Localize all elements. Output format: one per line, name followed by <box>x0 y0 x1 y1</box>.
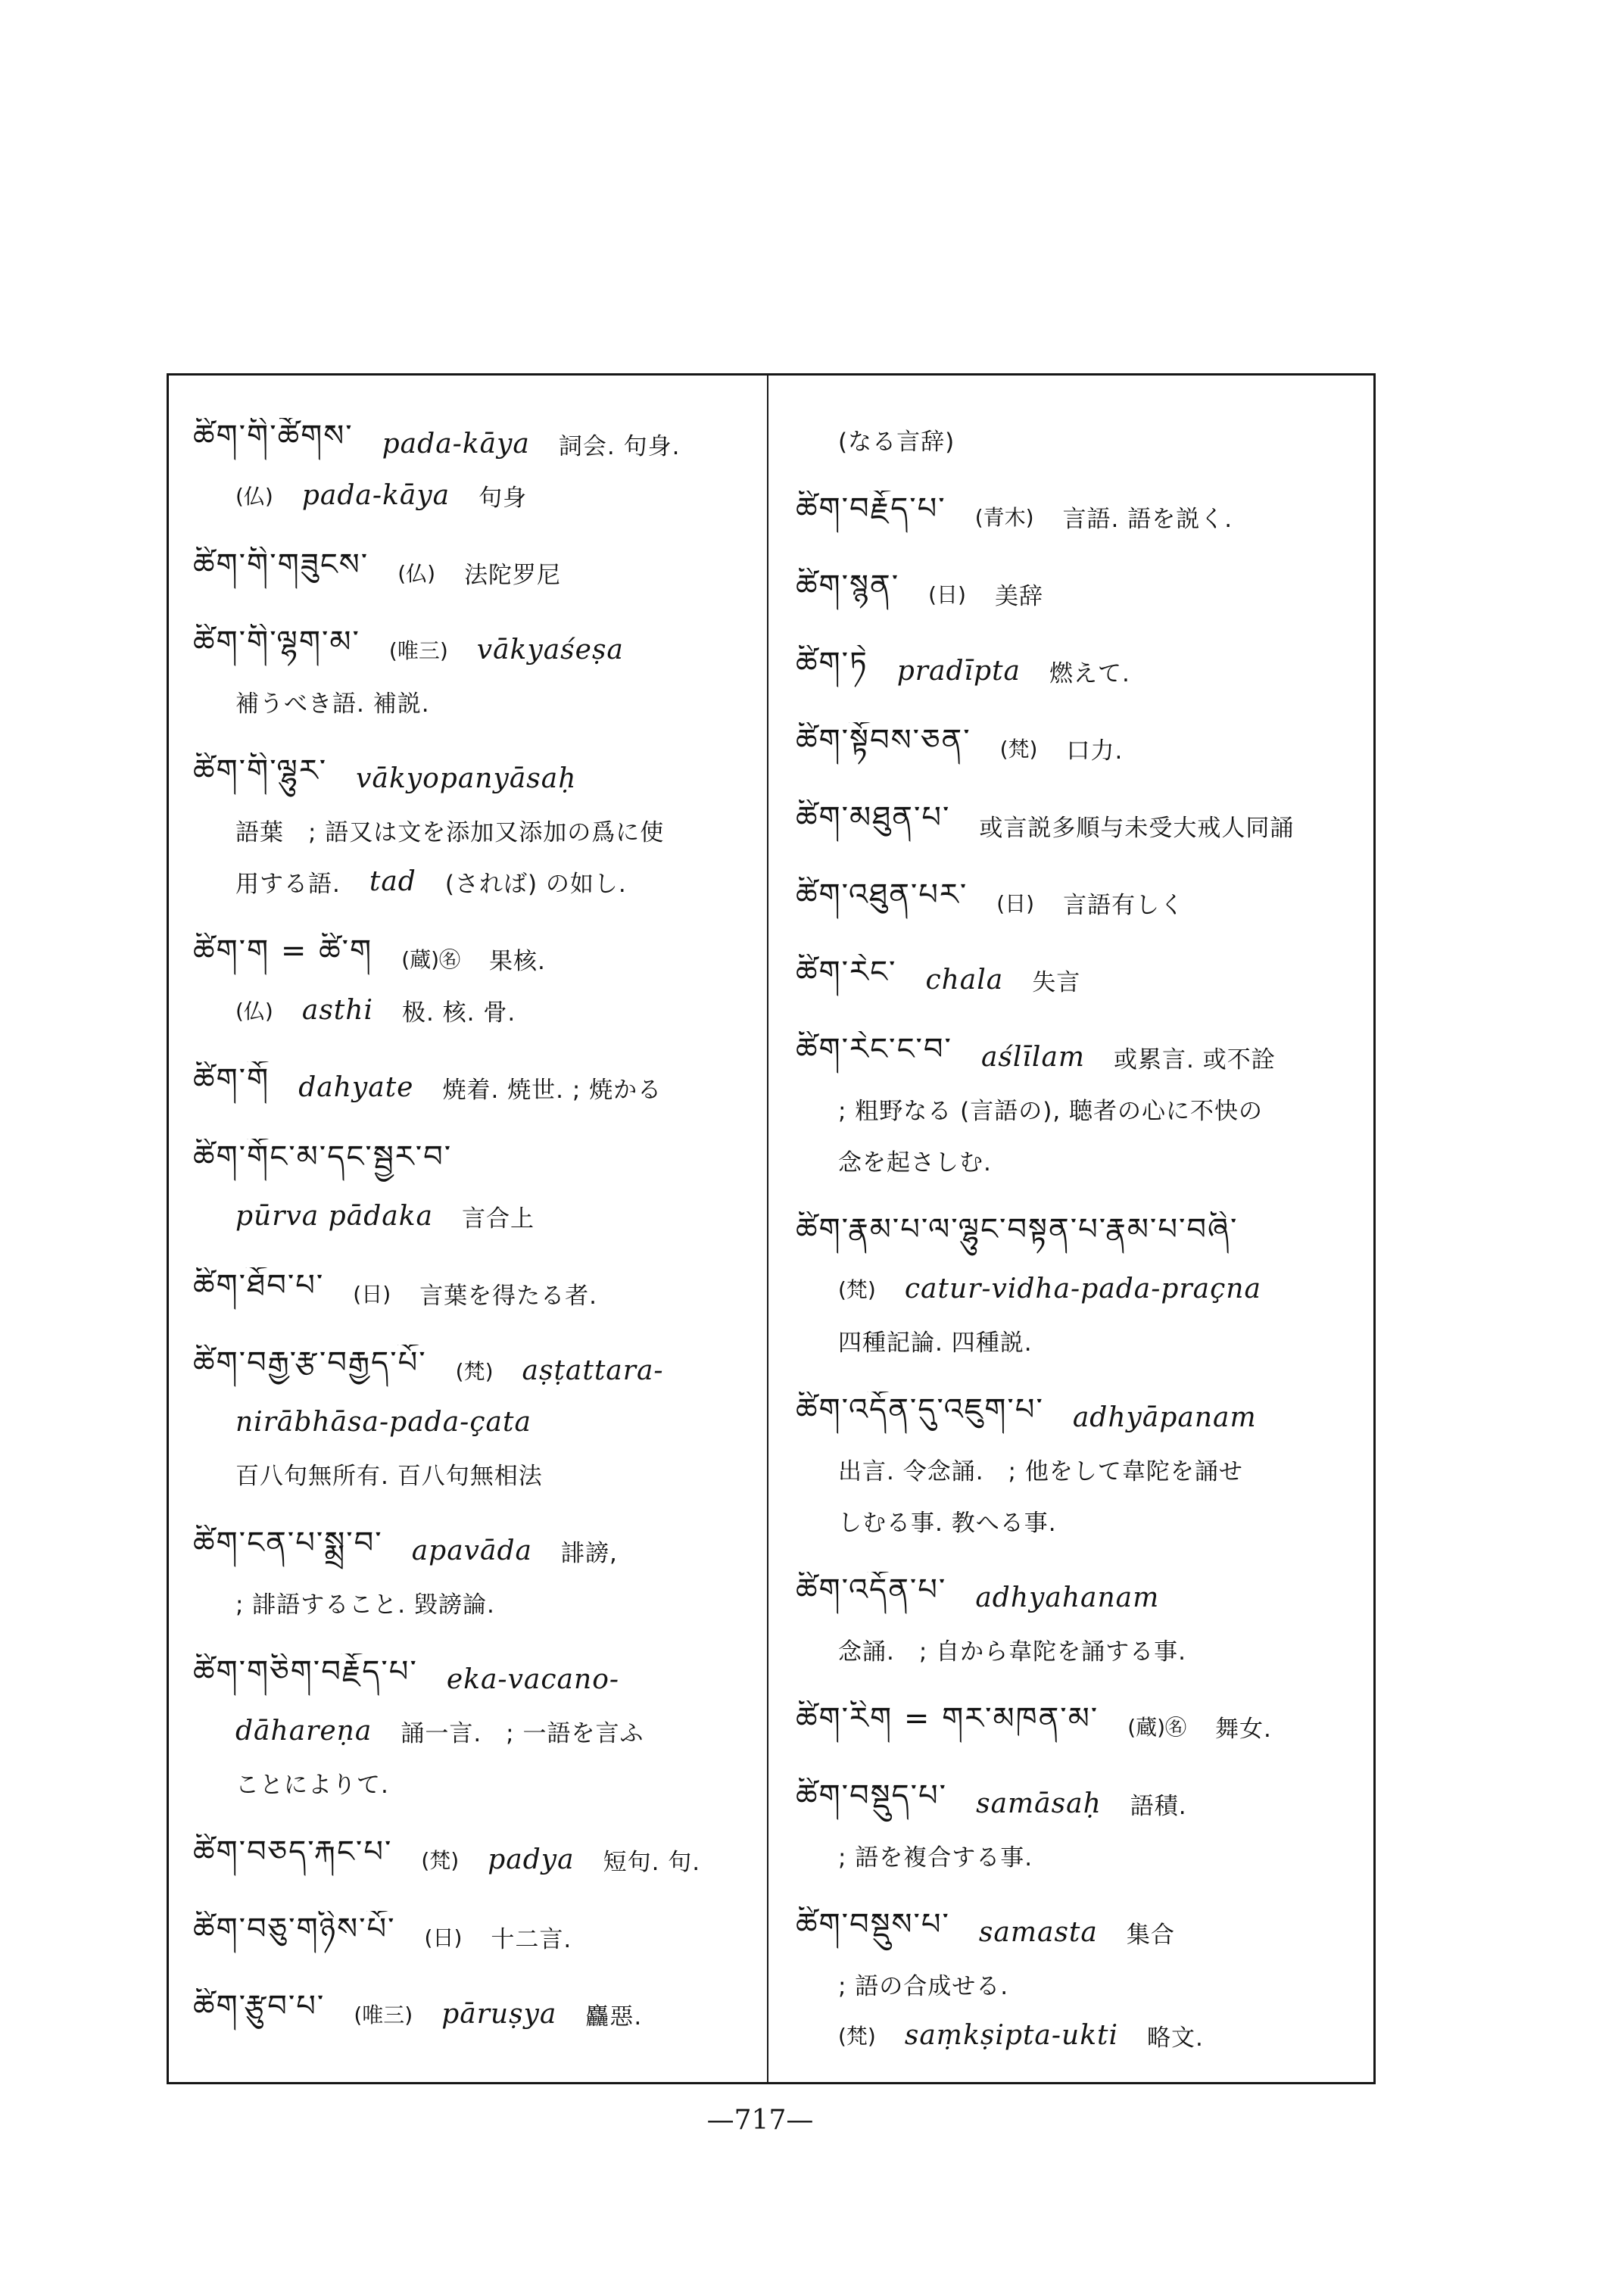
source-tag: (梵) <box>838 1277 876 1302</box>
tibetan-headword: ཚིག་བརྒྱ་རྩ་བརྒྱད་པོ་ <box>193 1345 427 1380</box>
tibetan-headword: ཚིག་གི་ལྷུར་ <box>193 753 328 788</box>
entry-head-line <box>796 799 1363 851</box>
continued-gloss-line <box>796 413 1363 465</box>
sanskrit-term: pada-kāya <box>382 428 530 460</box>
tibetan-headword: ཚིག་འདོན་པ་ <box>796 1572 947 1607</box>
entry-continuation-line <box>796 1958 1363 2009</box>
source-tag: (日) <box>424 1925 463 1950</box>
entry-head-line <box>193 418 753 469</box>
sanskrit-term: aṣṭattara- <box>522 1354 664 1386</box>
source-tag: (唯三) <box>388 638 448 663</box>
japanese-gloss: 极. 核. 骨. <box>401 999 516 1027</box>
source-tag: (唯三) <box>354 2003 413 2028</box>
dictionary-entry <box>796 954 1363 1005</box>
tibetan-headword: ཚིག་རིག = གར་མཁན་མ་ <box>796 1700 1099 1736</box>
entry-continuation-line <box>796 1134 1363 1186</box>
source-tag: (蔵)㊔ <box>1127 1715 1187 1740</box>
japanese-gloss: 百八句無所有. 百八句無相法 <box>235 1462 543 1490</box>
japanese-gloss: ; 語の合成せる. <box>838 1972 1009 2000</box>
entry-head-line <box>193 624 753 675</box>
entry-head-line <box>796 722 1363 774</box>
japanese-gloss: 念を起さしむ. <box>838 1149 992 1177</box>
japanese-gloss: 言語. 語を説く. <box>1062 505 1233 533</box>
tibetan-headword: ཚིག་ངན་པ་སྨྲ་བ་ <box>193 1525 383 1560</box>
entry-head-line <box>193 1911 753 1962</box>
tibetan-headword: ཚིག་བཅུ་གཉིས་པོ་ <box>193 1911 396 1946</box>
tibetan-headword: ཚིག་མཐུན་པ་ <box>796 799 951 835</box>
dictionary-entry <box>193 753 753 907</box>
japanese-gloss: ; 語を複合する事. <box>838 1844 1033 1872</box>
source-tag: (梵) <box>999 737 1038 762</box>
source-tag: (蔵)㊔ <box>401 947 461 972</box>
sanskrit-term: pūrva pādaka <box>235 1200 433 1232</box>
dictionary-entry <box>796 1031 1363 1186</box>
entry-head-line <box>796 1211 1363 1263</box>
japanese-gloss: ; 粗野なる (言語の), 聴者の心に不快の <box>838 1097 1264 1125</box>
entry-continuation-line <box>796 2009 1363 2061</box>
tibetan-headword: ཚིག་འཐུན་པར་ <box>796 877 968 912</box>
source-tag: (青木) <box>974 505 1034 530</box>
sanskrit-term: apavāda <box>411 1535 532 1566</box>
entry-head-line <box>796 1778 1363 1829</box>
sanskrit-term: chala <box>925 964 1004 996</box>
entry-head-line <box>193 1139 753 1190</box>
tibetan-headword: ཚིག་རྣམ་པ་ལ་ལྷུང་བསྟན་པ་རྣམ་པ་བཞི་ <box>796 1211 1239 1247</box>
tibetan-headword: ཚིག་གི་ཚོགས་ <box>193 418 354 454</box>
entry-head-line <box>796 1031 1363 1083</box>
tibetan-headword: ཚིག་བཅད་རྐང་པ་ <box>193 1834 393 1869</box>
dictionary-entry <box>193 547 753 598</box>
dictionary-entry <box>193 1139 753 1242</box>
entry-continuation-line <box>193 675 753 727</box>
source-tag: (梵) <box>421 1848 460 1873</box>
dictionary-entry <box>193 1834 753 1885</box>
entry-head-line <box>796 954 1363 1005</box>
left-column <box>169 376 768 2082</box>
entry-continuation-line <box>796 1495 1363 1546</box>
sanskrit-term: pradīpta <box>896 655 1021 687</box>
dictionary-entry <box>796 1778 1363 1881</box>
continued-gloss: (なる言辞) <box>838 428 955 456</box>
dictionary-entry <box>796 1906 1363 2061</box>
japanese-gloss: 言語有しく <box>1063 891 1185 919</box>
tibetan-headword: ཚིག་གཅིག་བརྗོད་པ་ <box>193 1653 418 1689</box>
japanese-gloss: 麤惡. <box>585 2003 643 2031</box>
tibetan-headword: ཚིག་ག = ཚི་ག <box>193 933 373 968</box>
japanese-gloss: 法陀罗尼 <box>464 561 562 589</box>
japanese-gloss: 或累言. 或不詮 <box>1114 1046 1276 1074</box>
dictionary-entry <box>193 418 753 521</box>
dictionary-entry <box>193 933 753 1036</box>
japanese-gloss: 言葉を得たる者. <box>419 1282 597 1310</box>
page-number: —717— <box>706 2105 814 2136</box>
dictionary-entry <box>193 1267 753 1319</box>
entry-continuation-line <box>796 1314 1363 1366</box>
entry-continuation-line <box>796 1083 1363 1134</box>
entry-head-line <box>796 491 1363 542</box>
sanskrit-term: adhyāpanam <box>1072 1401 1257 1433</box>
sanskrit-term: vākyaśeṣa <box>476 634 624 665</box>
dictionary-entry <box>796 568 1363 619</box>
entry-head-line <box>193 1988 753 2040</box>
entry-head-line <box>796 1392 1363 1443</box>
sanskrit-term: padya <box>488 1844 575 1875</box>
source-tag: (梵) <box>838 2024 876 2049</box>
dictionary-entry <box>193 1061 753 1113</box>
japanese-gloss: 略文. <box>1147 2024 1204 2052</box>
entry-head-line <box>796 877 1363 928</box>
japanese-gloss: 四種記論. 四種説. <box>838 1329 1033 1357</box>
entry-head-line <box>193 1834 753 1885</box>
entry-continuation-line <box>193 1448 753 1499</box>
sanskrit-term: catur-vidha-pada-praçna <box>904 1273 1261 1304</box>
entry-head-line <box>193 1061 753 1113</box>
sanskrit-term: eka-vacano- <box>446 1663 620 1695</box>
japanese-gloss: 語葉 ; 語又は文を添加又添加の爲に使 <box>235 818 665 846</box>
entry-head-line <box>193 1525 753 1576</box>
japanese-gloss: 短句. 句. <box>603 1848 701 1876</box>
dictionary-entry <box>796 1572 1363 1675</box>
entry-head-line <box>193 753 753 804</box>
tibetan-headword: ཚིག་གི་གཟུངས་ <box>193 547 369 582</box>
entry-continuation-line <box>193 984 753 1036</box>
entry-continuation-line <box>193 1705 753 1756</box>
sanskrit-term: asthi <box>301 994 373 1026</box>
entry-head-line <box>193 547 753 598</box>
dictionary-entry <box>796 1700 1363 1752</box>
entry-continuation-line <box>796 1443 1363 1495</box>
entry-head-line <box>796 1700 1363 1752</box>
tibetan-headword: ཚིག་རེང་ང་བ་ <box>796 1031 952 1067</box>
sanskrit-term: adhyahanam <box>975 1582 1160 1613</box>
entry-head-line <box>193 1653 753 1705</box>
sanskrit-term: dāhareṇa <box>235 1715 372 1747</box>
tibetan-headword: ཚིག་སྟོབས་ཅན་ <box>796 722 971 758</box>
sanskrit-term: aślīlam <box>980 1041 1086 1073</box>
source-tag: (仏) <box>235 999 273 1024</box>
japanese-gloss: 十二言. <box>491 1925 572 1953</box>
source-tag: (日) <box>928 582 966 607</box>
entry-head-line <box>796 1572 1363 1623</box>
tibetan-headword: ཚིག་ཐོབ་པ་ <box>193 1267 325 1303</box>
japanese-gloss: 口力. <box>1066 737 1124 765</box>
dictionary-entry <box>796 877 1363 928</box>
dictionary-entry <box>796 722 1363 774</box>
dictionary-entry <box>796 491 1363 542</box>
tibetan-headword: ཚིག་གི་ལྷག་མ་ <box>193 624 360 659</box>
sanskrit-term: samāsaḥ <box>976 1788 1102 1819</box>
sanskrit-term: nirābhāsa-pada-çata <box>235 1406 531 1438</box>
japanese-gloss: 焼着. 焼世. ; 焼かる <box>442 1076 662 1104</box>
japanese-gloss: 用する語. <box>235 870 341 898</box>
entry-head-line <box>193 933 753 984</box>
japanese-gloss: 美辞 <box>994 582 1043 610</box>
tibetan-headword: ཚིག་གོང་མ་དང་སྦྱར་བ་ <box>193 1139 453 1174</box>
japanese-gloss: 出言. 令念誦. ; 他をして韋陀を誦せ <box>838 1457 1243 1485</box>
japanese-gloss: (されば) の如し. <box>444 870 627 898</box>
entry-continuation-line <box>193 1396 753 1448</box>
sanskrit-term: saṃkṣipta-ukti <box>904 2019 1119 2051</box>
entry-continuation-line <box>193 1576 753 1628</box>
entry-head-line <box>796 568 1363 619</box>
entry-head-line <box>193 1267 753 1319</box>
japanese-gloss: 誹謗, <box>560 1539 618 1567</box>
entry-continuation-line <box>796 1623 1363 1675</box>
tibetan-headword: ཚིག་སྙན་ <box>796 568 900 603</box>
entry-continuation-line <box>193 804 753 856</box>
entry-continuation-line <box>796 1263 1363 1314</box>
japanese-gloss: しむる事. 教へる事. <box>838 1509 1057 1537</box>
japanese-gloss: 詞会. 句身. <box>558 432 681 460</box>
tibetan-headword: ཚིག་བརྗོད་པ་ <box>796 491 946 526</box>
source-tag: (仏) <box>235 484 273 509</box>
dictionary-frame <box>167 373 1376 2084</box>
entry-head-line <box>193 1345 753 1396</box>
entry-continuation-line <box>193 469 753 521</box>
japanese-gloss: 集合 <box>1126 1921 1175 1949</box>
sanskrit-term: vākyopanyāsaḥ <box>356 762 577 794</box>
tibetan-headword: ཚིག་བསྡུས་པ་ <box>796 1906 950 1942</box>
dictionary-entry <box>193 1911 753 1962</box>
japanese-gloss: 舞女. <box>1215 1715 1272 1743</box>
dictionary-entry <box>796 645 1363 697</box>
dictionary-entry <box>796 1392 1363 1546</box>
japanese-gloss: 果核. <box>489 947 546 975</box>
tibetan-headword: ཚིག་ཏེ <box>796 645 868 681</box>
entry-head-line <box>796 645 1363 697</box>
tibetan-headword: ཚིག་རྩུབ་པ་ <box>193 1988 326 2024</box>
dictionary-entry <box>796 799 1363 851</box>
entry-continuation-line <box>193 856 753 907</box>
entry-continuation-line <box>796 1829 1363 1881</box>
japanese-gloss: 誦一言. ; 一語を言ふ <box>401 1719 644 1747</box>
dictionary-entry <box>193 1345 753 1499</box>
dictionary-entry <box>796 1211 1363 1366</box>
japanese-gloss: 念誦. ; 自から韋陀を誦する事. <box>838 1638 1187 1666</box>
japanese-gloss: 句身 <box>478 484 528 512</box>
right-column <box>768 376 1373 2082</box>
dictionary-entry <box>193 1988 753 2040</box>
dictionary-entry <box>193 1653 753 1808</box>
sanskrit-term: pāruṣya <box>441 1998 557 2030</box>
tibetan-headword: ཚིག་འདོན་དུ་འཇུག་པ་ <box>796 1392 1044 1427</box>
japanese-gloss: 燃えて. <box>1049 659 1130 687</box>
japanese-gloss: ; 誹語すること. 毀謗論. <box>235 1591 495 1619</box>
sanskrit-term: samasta <box>978 1916 1098 1948</box>
japanese-gloss: 補うべき語. 補説. <box>235 690 430 718</box>
sanskrit-term: tad <box>369 865 416 897</box>
source-tag: (仏) <box>397 561 436 586</box>
tibetan-headword: ཚིག་རེང་ <box>796 954 897 990</box>
japanese-gloss: ことによりて. <box>235 1771 389 1799</box>
japanese-gloss: 失言 <box>1032 968 1081 996</box>
sanskrit-term: pada-kāya <box>301 479 450 511</box>
sanskrit-term: dahyate <box>298 1071 414 1103</box>
entry-head-line <box>796 1906 1363 1958</box>
source-tag: (日) <box>353 1282 391 1307</box>
entry-continuation-line <box>193 1756 753 1808</box>
entry-continuation-line <box>193 1190 753 1242</box>
japanese-gloss: 言合上 <box>461 1205 535 1233</box>
dictionary-entry <box>193 1525 753 1628</box>
dictionary-entry <box>193 624 753 727</box>
source-tag: (梵) <box>455 1359 494 1384</box>
japanese-gloss: 或言説多順与未受大戒人同誦 <box>979 814 1295 842</box>
source-tag: (日) <box>996 891 1035 916</box>
tibetan-headword: ཚིག་བསྡུད་པ་ <box>796 1778 948 1813</box>
tibetan-headword: ཚིག་གོ <box>193 1061 270 1097</box>
japanese-gloss: 語積. <box>1130 1792 1187 1820</box>
